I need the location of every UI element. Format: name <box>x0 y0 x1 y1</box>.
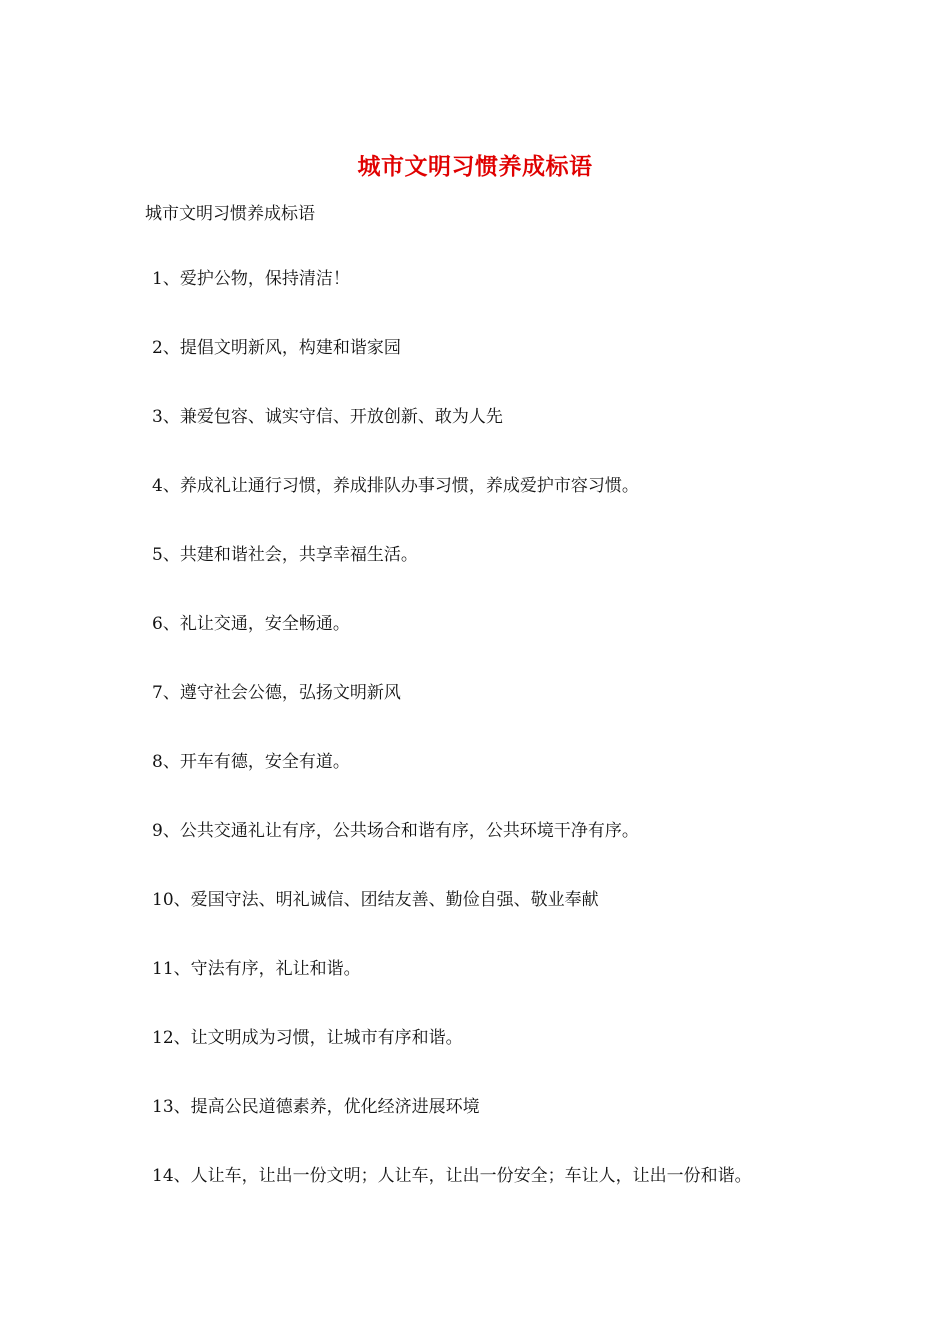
slogan-item: 5、共建和谐社会，共享幸福生活。 <box>152 545 418 565</box>
slogan-item: 13、提高公民道德素养，优化经济进展环境 <box>152 1097 480 1117</box>
slogan-item: 8、开车有德，安全有道。 <box>152 752 350 772</box>
slogan-item: 3、兼爱包容、诚实守信、开放创新、敢为人先 <box>152 407 503 427</box>
document-subtitle: 城市文明习惯养成标语 <box>145 204 315 224</box>
slogan-item: 12、让文明成为习惯，让城市有序和谐。 <box>152 1028 463 1048</box>
slogan-item: 10、爱国守法、明礼诚信、团结友善、勤俭自强、敬业奉献 <box>152 890 599 910</box>
slogan-item: 14、人让车，让出一份文明；人让车，让出一份安全；车让人，让出一份和谐。 <box>152 1166 752 1186</box>
slogan-item: 2、提倡文明新风，构建和谐家园 <box>152 338 401 358</box>
document-title: 城市文明习惯养成标语 <box>357 153 593 180</box>
slogan-item: 7、遵守社会公德，弘扬文明新风 <box>152 683 401 703</box>
slogan-item: 4、养成礼让通行习惯，养成排队办事习惯，养成爱护市容习惯。 <box>152 476 639 496</box>
slogan-item: 9、公共交通礼让有序，公共场合和谐有序，公共环境干净有序。 <box>152 821 639 841</box>
slogan-list <box>152 267 752 1233</box>
slogan-item: 6、礼让交通，安全畅通。 <box>152 614 350 634</box>
slogan-item: 1、爱护公物，保持清洁！ <box>152 269 350 289</box>
slogan-item: 11、守法有序，礼让和谐。 <box>152 959 361 979</box>
